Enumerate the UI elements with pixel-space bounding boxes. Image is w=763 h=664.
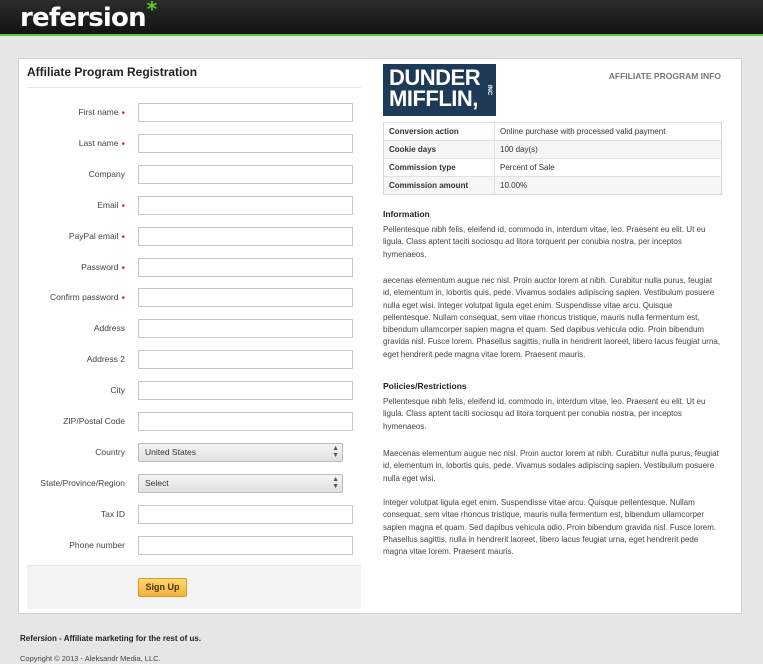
company-input[interactable]: [138, 165, 353, 184]
details-row: [384, 141, 722, 159]
state-province-region-select[interactable]: [138, 474, 343, 493]
city-label: [110, 385, 125, 395]
field-label-text: First name: [78, 107, 119, 117]
confirm-password-input[interactable]: [138, 288, 353, 307]
up-down-arrows-icon: ▲ ▼: [332, 444, 339, 459]
first-name-input[interactable]: [138, 103, 353, 122]
brand-name: refersion: [20, 3, 146, 33]
dunder-mifflin-logo: [383, 64, 496, 116]
required-marker: •: [121, 293, 125, 305]
program-info: [383, 59, 723, 609]
field-label-text: City: [110, 385, 125, 396]
field-label-text: Phone number: [69, 539, 125, 550]
top-bar: [0, 0, 763, 36]
select-value: United States: [145, 446, 197, 457]
required-marker: •: [121, 262, 125, 274]
phone-number-input[interactable]: [138, 536, 353, 555]
field-label-text: Confirm password: [49, 292, 119, 303]
paypal-email-input[interactable]: [138, 227, 353, 246]
field-label-text: Company: [88, 168, 125, 179]
email-label: [97, 200, 125, 212]
state-province-region-label: [40, 478, 125, 488]
details-value: Online purchase with processed valid payment: [495, 123, 722, 141]
footer-tagline: Refersion - Affiliate marketing for the rest of us.: [20, 634, 202, 643]
email-input[interactable]: [138, 196, 353, 215]
last-name-label: [79, 138, 125, 150]
information-paragraph: aecenas elementum augue nec nisl. Proin auctor lorem at nibh. Curabitur nulla purus, feugiat id, elementum in, lobortis quis, pede. Vivamus sodales adipiscing sapien. Vestibulum posuere nulla eget wisi. Integer volutpat ligula eget enim. Suspendisse vitae arcu. Quisque pellentesque. Nullam consequat, sem vitae rhoncus tristique, mauris nulla fermentum est, bibendum ullamcorper sapien magna et quam. Sed dapibus vehicula odio. Proin bibendum gravida nisl. Fusce lorem. Phasellus sagittis, nulla in hendrerit laoreet, libero lacus feugiat urna, eget hendrerit pede magna vitae lorem. Praesent mauris.: [383, 276, 721, 359]
field-label-text: Password: [81, 261, 119, 272]
required-marker: •: [121, 200, 125, 212]
details-key: Conversion action: [384, 123, 495, 141]
information-paragraph: Pellentesque nibh felis, eleifend id, commodo in, interdum vitae, leo. Praesent eu elit. Ut eu ligula. Class aptent taciti sociosqu ad litora torquent per conubia nostra, per inceptos hymenaeos.: [383, 225, 706, 259]
refersion-logo[interactable]: [20, 2, 155, 35]
tax-id-label: [101, 509, 125, 519]
phone-number-label: [69, 540, 125, 550]
details-key: Cookie days: [384, 141, 495, 159]
field-label-text: State/Province/Region: [40, 477, 125, 488]
logo-line-1: DUNDER: [389, 65, 481, 90]
policies-paragraph: Integer volutpat ligula eget enim. Suspendisse vitae arcu. Quisque pellentesque. Nullam consequat, sem vitae rhoncus tristique, mauris nulla fermentum est, bibendum ullamcorper sapien magna et quam. Sed dapibus vehicula odio. Proin bibendum gravida nisl. Fusce lorem. Phasellus sagittis, nulla in hendrerit laoreet, libero lacus feugiat urna, eget hendrerit pede magna vitae lorem. Praesent mauris.: [383, 498, 717, 557]
policies-heading: Policies/Restrictions: [383, 381, 467, 391]
registration-form: [27, 59, 361, 609]
logo-line-2: MIFFLIN,: [389, 86, 478, 111]
first-name-label: [78, 107, 125, 119]
field-label-text: PayPal email: [68, 230, 119, 241]
password-input[interactable]: [138, 258, 353, 277]
main-panel: [18, 58, 742, 614]
information-heading: Information: [383, 209, 430, 219]
company-label: [89, 169, 125, 179]
details-row: [384, 177, 722, 195]
program-info-heading: AFFILIATE PROGRAM INFO: [608, 71, 721, 81]
field-label-text: ZIP/Postal Code: [63, 416, 125, 426]
details-key: Commission amount: [384, 177, 495, 195]
last-name-input[interactable]: [138, 134, 353, 153]
footer-copyright: Copyright © 2013 - Aleksandr Media, LLC.: [20, 654, 161, 663]
sign-up-button[interactable]: Sign Up: [138, 578, 187, 597]
brand-star-icon: *: [146, 0, 157, 21]
tax-id-input[interactable]: [138, 505, 353, 524]
details-value: 100 day(s): [495, 141, 722, 159]
field-label-text: Tax ID: [100, 508, 125, 519]
policies-paragraph: Pellentesque nibh felis, eleifend id, commodo in, interdum vitae, leo. Praesent eu elit. Ut eu ligula. Class aptent taciti sociosqu ad litora torquent per conubia nostra, per inceptos hymenaeos.: [383, 397, 706, 431]
form-divider: [27, 87, 361, 88]
program-details-table: [383, 122, 722, 195]
zip-postal-code-input[interactable]: [138, 412, 353, 431]
field-label-text: Email: [97, 199, 119, 210]
logo-inc: INC: [486, 84, 493, 96]
field-label-text: Address: [93, 323, 125, 334]
address-2-input[interactable]: [138, 350, 353, 369]
zip-postal-code-label: [63, 416, 125, 426]
field-label-text: Address 2: [86, 354, 125, 365]
details-row: [384, 123, 722, 141]
address-label: [94, 323, 125, 333]
required-marker: •: [121, 231, 125, 243]
policies-paragraph: Maecenas elementum augue nec nisl. Proin auctor lorem at nibh. Curabitur nulla purus, feugiat id, elementum in, lobortis quis, pede. Vivamus sodales adipiscing sapien. Vestibulum posuere nulla eget wisi.: [383, 449, 719, 483]
select-value: Select: [145, 477, 169, 488]
details-row: [384, 159, 722, 177]
paypal-email-label: [69, 231, 125, 243]
confirm-password-label: [50, 292, 125, 304]
field-label-text: Last name: [78, 137, 119, 148]
required-marker: •: [121, 138, 125, 150]
details-value: Percent of Sale: [495, 159, 722, 177]
country-label: [95, 447, 125, 457]
form-actions: [27, 565, 361, 609]
details-key: Commission type: [384, 159, 495, 177]
country-select[interactable]: [138, 443, 343, 462]
form-title: Affiliate Program Registration: [27, 65, 198, 79]
up-down-arrows-icon: ▲ ▼: [332, 475, 339, 490]
required-marker: •: [121, 108, 125, 119]
password-label: [81, 262, 125, 274]
field-label-text: Country: [95, 446, 125, 457]
city-input[interactable]: [138, 381, 353, 400]
address-2-label: [87, 354, 125, 364]
address-input[interactable]: [138, 319, 353, 338]
details-value: 10.00%: [495, 177, 722, 195]
